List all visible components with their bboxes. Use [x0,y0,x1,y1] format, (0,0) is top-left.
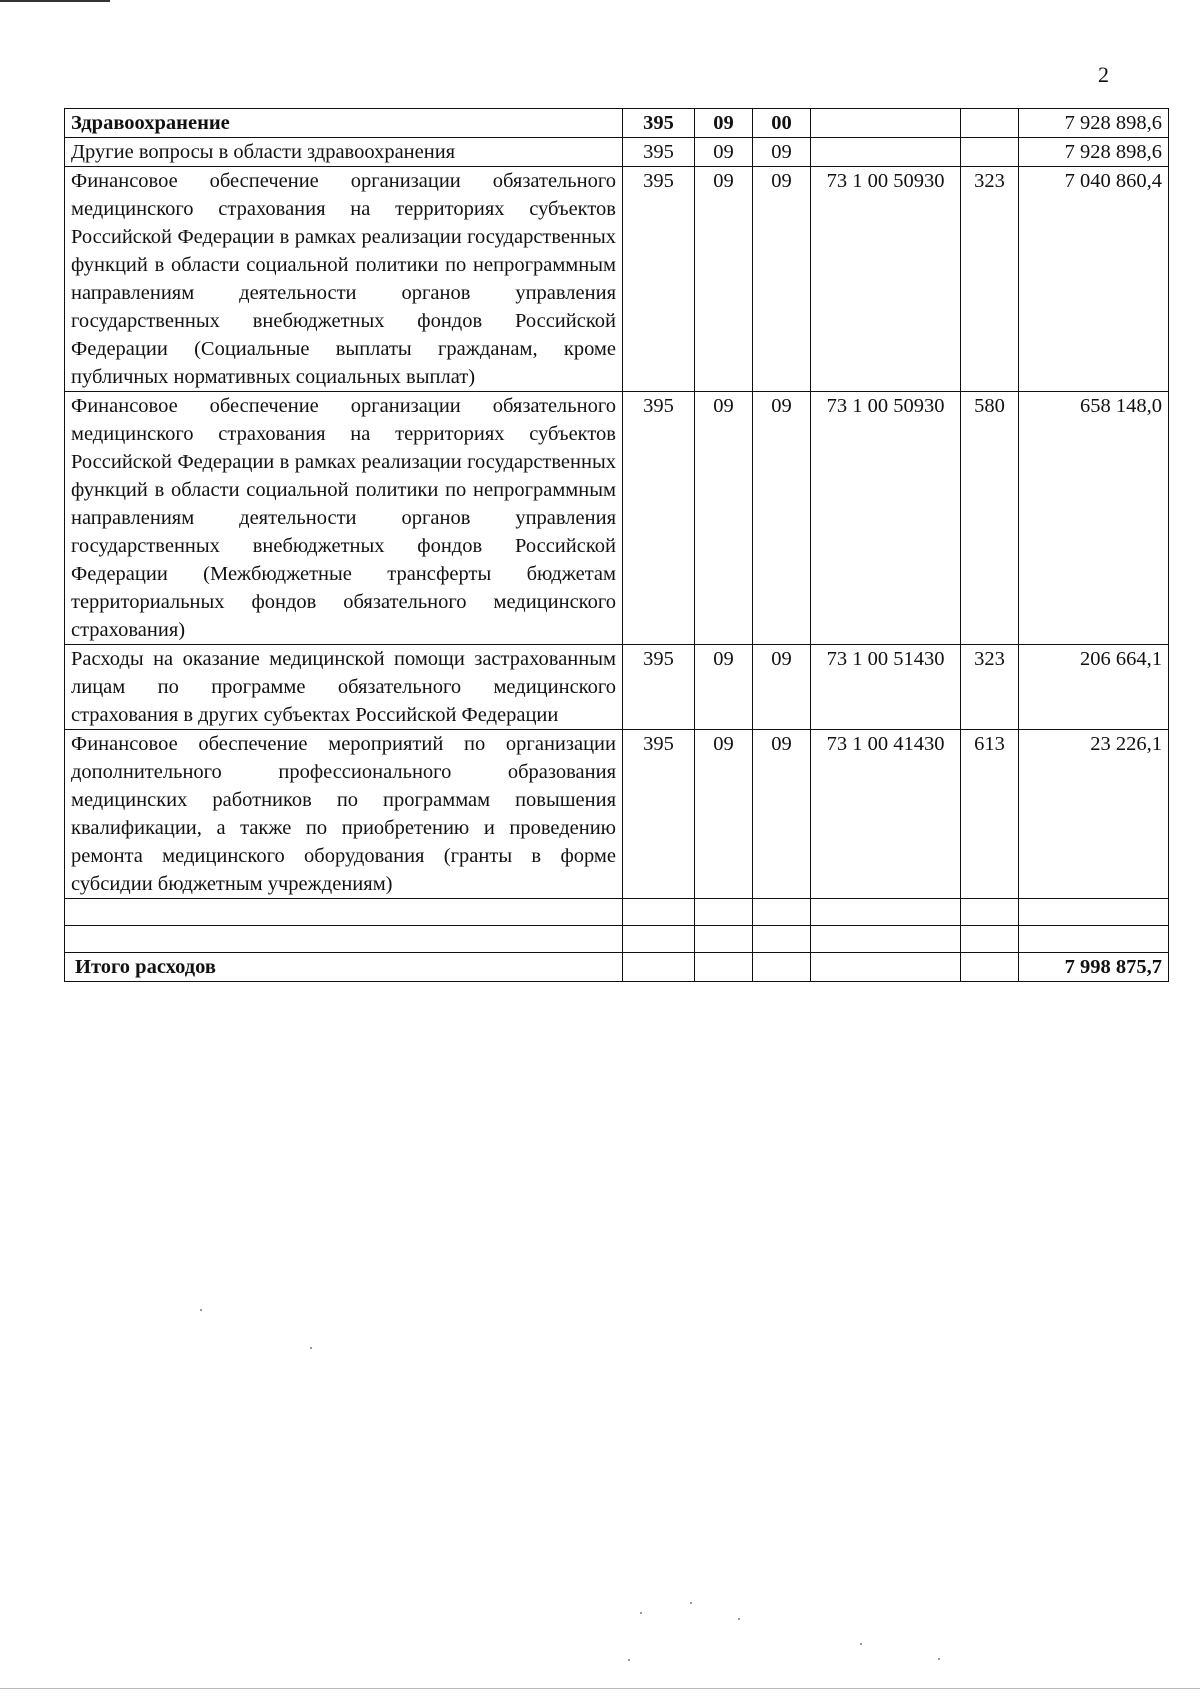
table-row [65,167,1169,392]
total-label: Итого расходов [65,953,623,982]
expenditure-table [64,108,1169,982]
row-gr: 395 [623,138,695,167]
row-pr: 00 [753,109,811,138]
row-pr: 09 [753,645,811,730]
row-name: Расходы на оказание медицинской помощи застрахованным лицам по программе обязательного медицинского страхования в других субъектах Российской Федерации [65,645,623,730]
row-cs: 73 1 00 41430 [811,730,961,899]
row-vr: 323 [961,167,1019,392]
scan-speck [690,1602,692,1604]
row-gr: 395 [623,167,695,392]
row-pr: 09 [753,167,811,392]
row-cs [811,138,961,167]
row-pr: 09 [753,730,811,899]
row-rz: 09 [695,109,753,138]
row-pr: 09 [753,392,811,645]
row-gr: 395 [623,645,695,730]
row-rz: 09 [695,138,753,167]
table-row [65,138,1169,167]
row-gr: 395 [623,392,695,645]
row-name: Финансовое обеспечение организации обязательного медицинского страхования на территориях субъектов Российской Федерации в рамках реализации государственных функций в области социальной политики по непрограммным направлениям деятельности органов управления государственных внебюджетных фондов Российской Федерации (Социальные выплаты гражданам, кроме публичных нормативных социальных выплат) [65,167,623,392]
empty-row [65,926,1169,953]
row-name: Здравоохранение [65,109,623,138]
empty-row [65,899,1169,926]
table-row [65,730,1169,899]
scan-edge-top [0,0,110,2]
row-name: Другие вопросы в области здравоохранения [65,138,623,167]
scan-speck [738,1618,740,1620]
row-vr: 613 [961,730,1019,899]
table-row [65,109,1169,138]
scan-speck [640,1612,642,1614]
row-sum: 7 040 860,4 [1019,167,1169,392]
row-vr [961,138,1019,167]
row-name: Финансовое обеспечение организации обязательного медицинского страхования на территориях субъектов Российской Федерации в рамках реализации государственных функций в области социальной политики по непрограммным направлениям деятельности органов управления государственных внебюджетных фондов Российской Федерации (Межбюджетные трансферты бюджетам территориальных фондов обязательного медицинского страхования) [65,392,623,645]
row-cs [811,109,961,138]
total-sum: 7 998 875,7 [1019,953,1169,982]
scan-speck [938,1658,940,1660]
row-vr: 580 [961,392,1019,645]
row-gr: 395 [623,109,695,138]
row-sum: 206 664,1 [1019,645,1169,730]
row-sum: 658 148,0 [1019,392,1169,645]
scan-speck [200,1309,202,1311]
scan-speck [628,1659,630,1661]
row-cs: 73 1 00 50930 [811,392,961,645]
total-row [65,953,1169,982]
row-sum: 7 928 898,6 [1019,138,1169,167]
scan-speck [310,1347,312,1349]
row-rz: 09 [695,392,753,645]
row-sum: 7 928 898,6 [1019,109,1169,138]
row-gr: 395 [623,730,695,899]
scan-edge-bottom [0,1688,1200,1689]
row-cs: 73 1 00 51430 [811,645,961,730]
row-rz: 09 [695,730,753,899]
row-pr: 09 [753,138,811,167]
scan-speck [860,1643,862,1645]
page-number: 2 [1098,62,1109,87]
row-rz: 09 [695,167,753,392]
row-cs: 73 1 00 50930 [811,167,961,392]
table-row [65,645,1169,730]
table-row [65,392,1169,645]
row-vr: 323 [961,645,1019,730]
row-rz: 09 [695,645,753,730]
row-sum: 23 226,1 [1019,730,1169,899]
row-name: Финансовое обеспечение мероприятий по организации дополнительного профессионального образования медицинских работников по программам повышения квалификации, а также по приобретению и проведению ремонта медицинского оборудования (гранты в форме субсидии бюджетным учреждениям) [65,730,623,899]
row-vr [961,109,1019,138]
